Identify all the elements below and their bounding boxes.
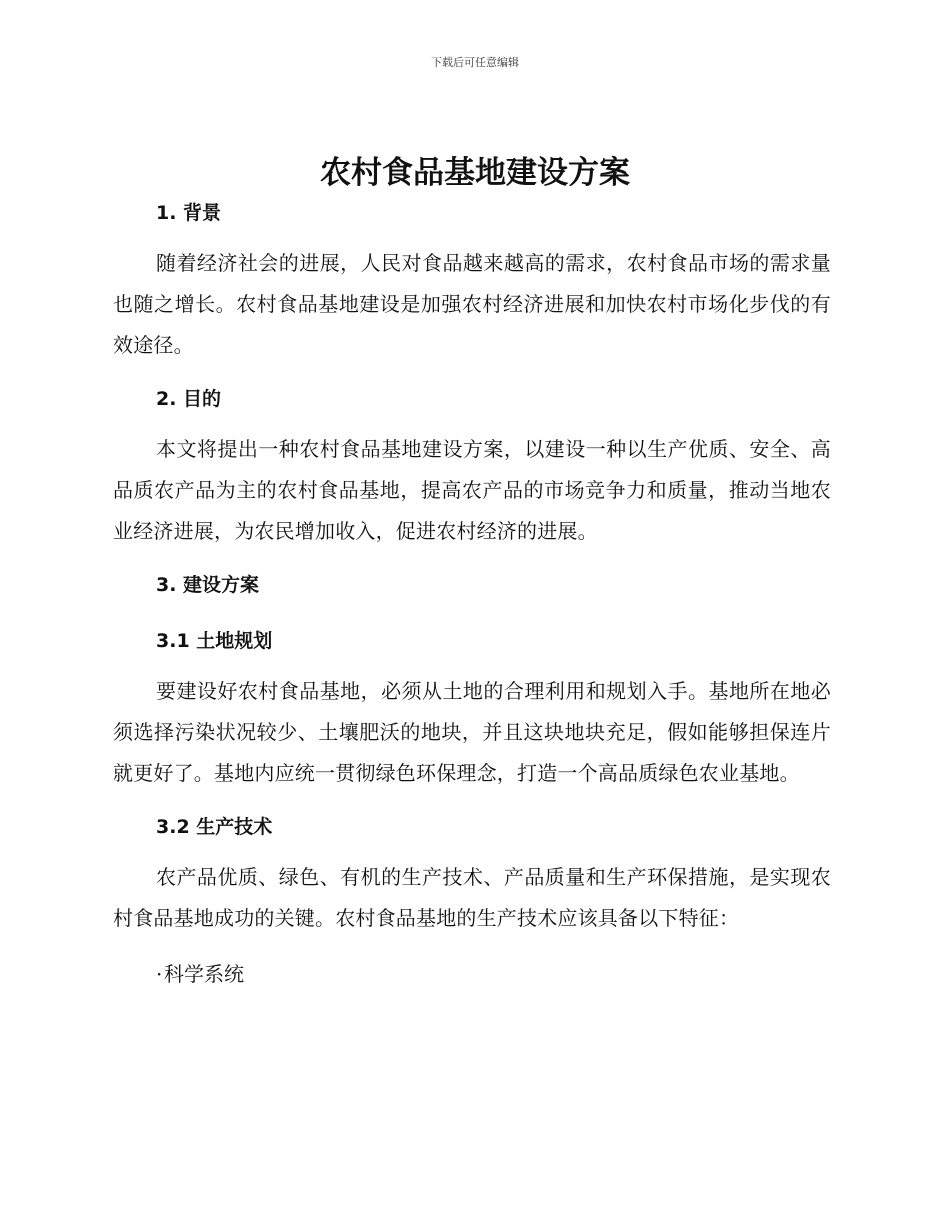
document-title: 农村食品基地建设方案 bbox=[320, 155, 630, 191]
subsection-heading-tech: 3.2 生产技术 bbox=[156, 816, 273, 838]
document-body bbox=[113, 198, 831, 989]
section-heading-purpose: 2. 目的 bbox=[156, 388, 222, 410]
bullet-item-text: 科学系统 bbox=[164, 962, 244, 986]
header-note: 下载后可任意编辑 bbox=[431, 56, 519, 69]
section-heading-background: 1. 背景 bbox=[156, 202, 222, 224]
bullet-marker: · bbox=[156, 962, 163, 986]
subsection-text-tech: 农产品优质、绿色、有机的生产技术、产品质量和生产环保措施，是实现农村食品基地成功的关键。农村食品基地的生产技术应该具备以下特征： bbox=[113, 865, 831, 930]
section-text-background: 随着经济社会的进展，人民对食品越来越高的需求，农村食品市场的需求量也随之增长。农村食品基地建设是加强农村经济进展和加快农村市场化步伐的有效途径。 bbox=[113, 251, 831, 357]
bullet-item bbox=[113, 959, 831, 989]
section-text-purpose: 本文将提出一种农村食品基地建设方案，以建设一种以生产优质、安全、高品质农产品为主的农村食品基地，提高农产品的市场竞争力和质量，推动当地农业经济进展，为农民增加收入，促进农村经济的进展。 bbox=[113, 437, 831, 543]
section-heading-plan: 3. 建设方案 bbox=[156, 574, 260, 596]
subsection-text-land: 要建设好农村食品基地，必须从土地的合理利用和规划入手。基地所在地必须选择污染状况较少、土壤肥沃的地块，并且这块地块充足，假如能够担保连片就更好了。基地内应统一贯彻绿色环保理念，打造一个高品质绿色农业基地。 bbox=[113, 679, 831, 785]
subsection-heading-land: 3.1 土地规划 bbox=[156, 630, 273, 652]
